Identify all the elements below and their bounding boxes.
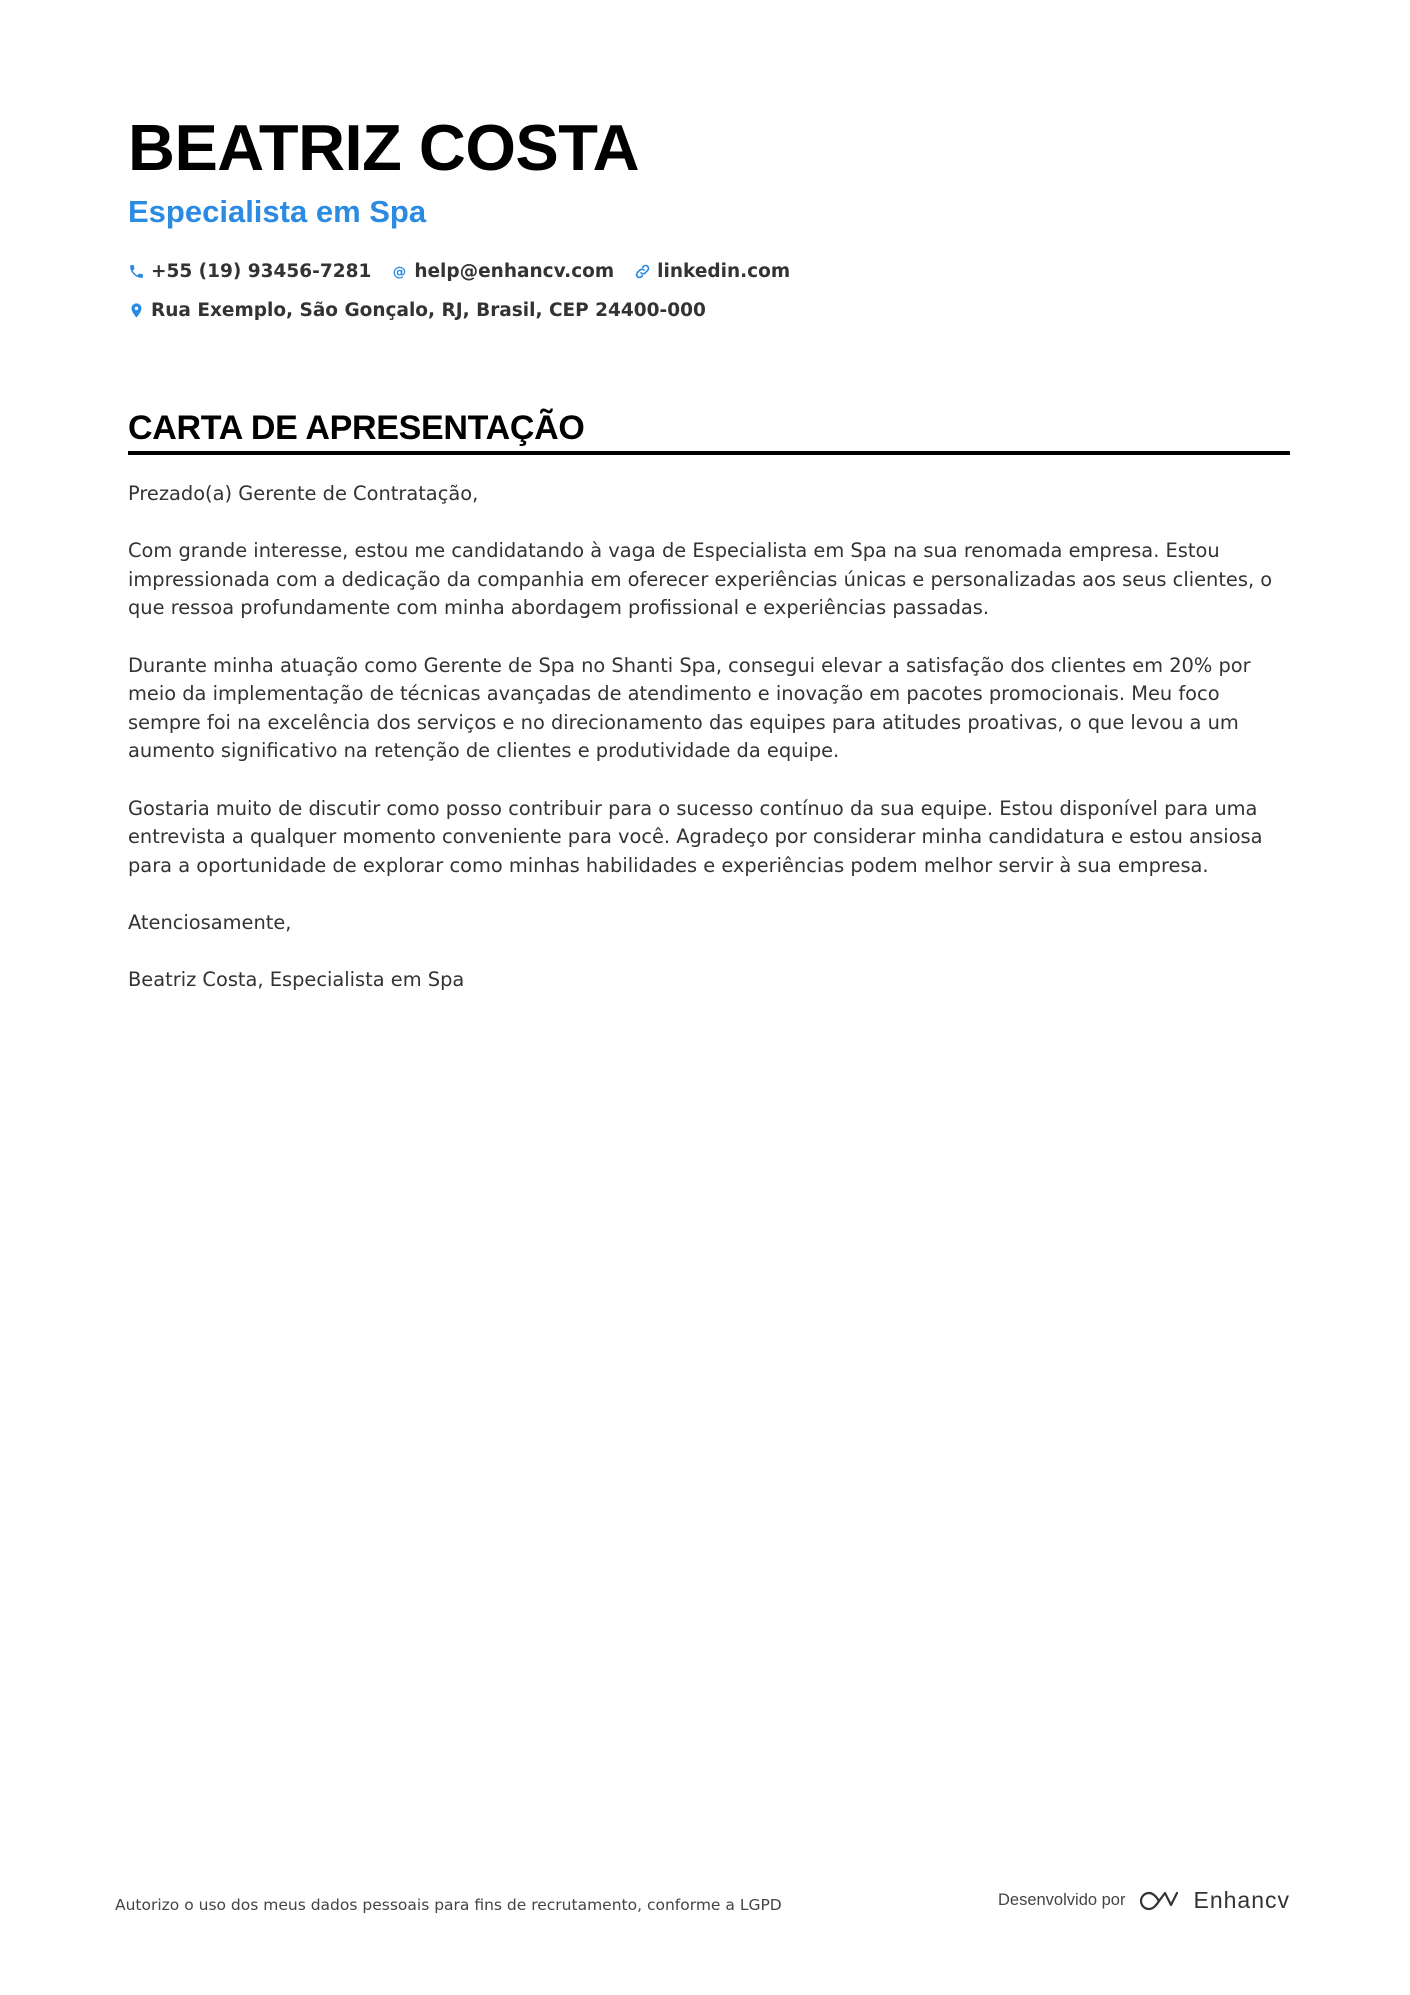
address-row: [128, 295, 1290, 325]
svg-text:@: @: [393, 264, 407, 280]
contact-email[interactable]: [391, 261, 614, 282]
letter-signature: Beatriz Costa, Especialista em Spa: [128, 968, 465, 992]
powered-by-label: Desenvolvido por: [997, 1891, 1126, 1909]
letter-greeting: Prezado(a) Gerente de Contratação,: [128, 482, 479, 505]
enhancv-logo[interactable]: [1137, 1887, 1290, 1914]
phone-icon: [128, 263, 145, 280]
contact-row: [128, 256, 1290, 286]
contact-link[interactable]: [634, 261, 790, 282]
cover-letter-section: [128, 407, 1290, 455]
contact-address: [128, 300, 706, 321]
address-text: Rua Exemplo, São Gonçalo, RJ, Brasil, CEP 24400-000: [151, 299, 706, 321]
brand-name: Enhancv: [1193, 1887, 1290, 1913]
letter-body: [128, 480, 1290, 1023]
contact-phone: [128, 261, 371, 282]
infinity-icon: [1137, 1888, 1183, 1914]
powered-by: [998, 1887, 1290, 1914]
candidate-name: BEATRIZ COSTA: [128, 111, 640, 184]
email-text: help@enhancv.com: [414, 260, 615, 282]
letter-paragraph: Durante minha atuação como Gerente de Spa no Shanti Spa, consegui elevar a satisfação dos clientes em 20% por meio da implementação de técnicas avançadas de atendimento e inovação em pacotes promocionais. Meu foco sempre foi na excelência dos serviços e no direcionamento das equipes para atitudes proativas, o que levou a um aumento significativo na retenção de clientes e produtividade da equipe.: [128, 653, 1251, 763]
candidate-title: Especialista em Spa: [128, 194, 427, 229]
resume-header: [128, 108, 1290, 325]
letter-paragraph: Com grande interesse, estou me candidatando à vaga de Especialista em Spa na sua renomada empresa. Estou impressionada com a dedicação da companhia em oferecer experiências únicas e personalizadas aos seus clientes, o que ressoa profundamente com minha abordagem profissional e experiências passadas.: [128, 539, 1273, 620]
link-text: linkedin.com: [657, 260, 791, 282]
at-icon: [391, 263, 408, 280]
location-pin-icon: [128, 302, 145, 319]
section-title: CARTA DE APRESENTAÇÃO: [128, 409, 585, 447]
link-icon: [634, 263, 651, 280]
letter-closing: Atenciosamente,: [128, 910, 292, 934]
section-divider: [128, 451, 1290, 455]
consent-note: Autorizo o uso dos meus dados pessoais para fins de recrutamento, conforme a LGPD: [115, 1896, 782, 1914]
letter-paragraph: Gostaria muito de discutir como posso contribuir para o sucesso contínuo da sua equipe. Estou disponível para uma entrevista a qualquer momento conveniente para você. Agradeço por considerar minha candidatura e estou ansiosa para a oportunidade de explorar como minhas habilidades e experiências podem melhor servir à sua empresa.: [128, 796, 1263, 877]
phone-text: +55 (19) 93456-7281: [151, 260, 372, 282]
